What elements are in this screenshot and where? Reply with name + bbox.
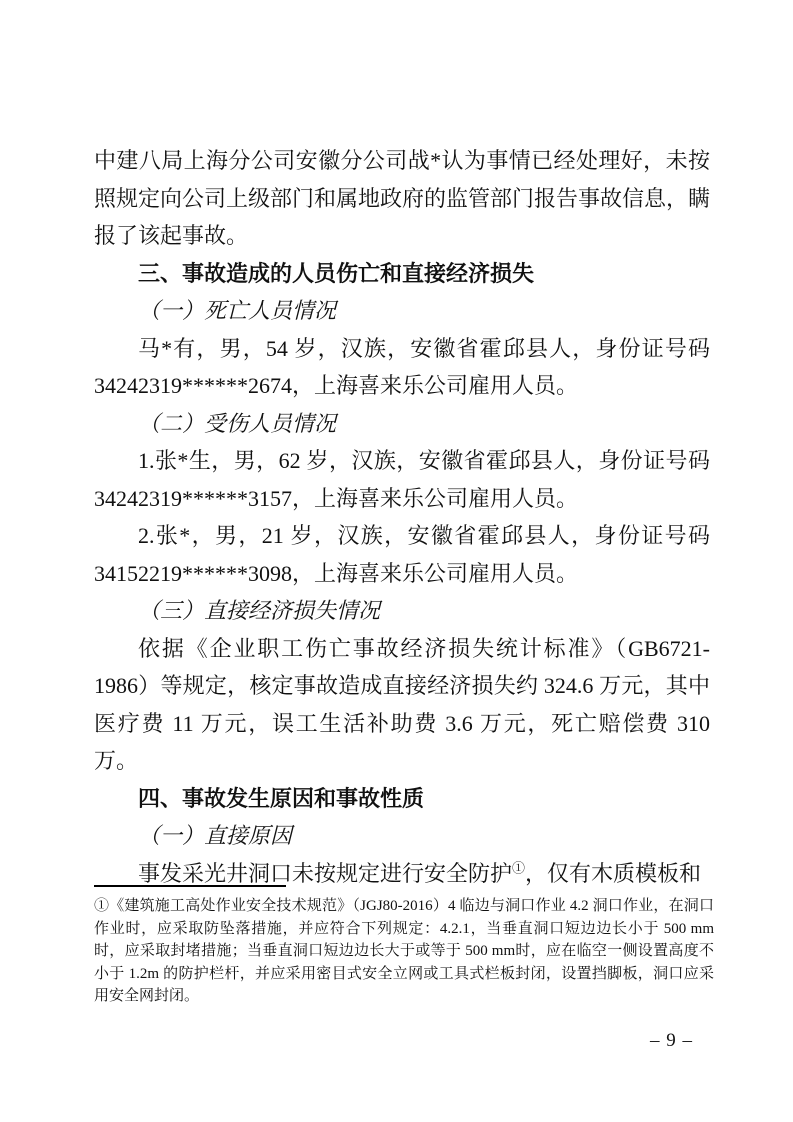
section-heading-4: 四、事故发生原因和事故性质 bbox=[138, 785, 425, 811]
paragraph-text: 事发采光井洞口未按规定进行安全防护 bbox=[138, 860, 513, 886]
paragraph-text: ，仅有木质模板和 bbox=[525, 860, 702, 886]
subsection-heading-3-economic-loss: （三）直接经济损失情况 bbox=[138, 598, 381, 623]
footnote-section bbox=[94, 885, 714, 1008]
section-heading-3: 三、事故造成的人员伤亡和直接经济损失 bbox=[138, 260, 535, 286]
subsection-heading-2-injured: （二）受伤人员情况 bbox=[138, 410, 337, 436]
document-body bbox=[94, 142, 710, 892]
subsection-heading-1-deaths: （一）死亡人员情况 bbox=[138, 298, 337, 323]
paragraph-continuation: 中建八局上海分公司安徽分公司战*认为事情已经处理好，未按照规定向公司上级部门和属地政府的监管部门报告事故信息，瞒报了该起事故。 bbox=[94, 148, 711, 248]
footnote-reference-mark: ① bbox=[512, 860, 526, 876]
page-number: – 9 – bbox=[650, 1030, 693, 1051]
paragraph-economic-loss: 依据《企业职工伤亡事故经济损失统计标准》（GB6721-1986）等规定，核定事故造成直接经济损失约 324.6 万元，其中医疗费 11 万元，误工生活补助费 3.6 万元，死亡赔偿费 310 万。 bbox=[94, 635, 710, 773]
paragraph-injured-person-1: 1.张*生，男，62 岁，汉族，安徽省霍邱县人，身份证号码34242319******3157，上海喜来乐公司雇用人员。 bbox=[94, 448, 710, 511]
paragraph-injured-person-2: 2.张*，男，21 岁，汉族，安徽省霍邱县人，身份证号码34152219******3098，上海喜来乐公司雇用人员。 bbox=[94, 523, 710, 586]
subsection-heading-1-direct-cause: （一）直接原因 bbox=[138, 823, 293, 848]
paragraph-deceased-person: 马*有，男，54 岁，汉族，安徽省霍邱县人，身份证号码34242319******2674，上海喜来乐公司雇用人员。 bbox=[94, 335, 710, 398]
footnote-separator-line bbox=[94, 885, 286, 887]
footnote-text: ①《建筑施工高处作业安全技术规范》（JGJ80-2016）4 临边与洞口作业 4.2 洞口作业，在洞口作业时，应采取防坠落措施，并应符合下列规定：4.2.1，当垂直洞口短边边长小于 500 mm时，应采取封堵措施；当垂直洞口短边边长大于或等于 500 mm时，应在临空一侧设置高度不小于 1.2m 的防护栏杆，并应采用密目式安全立网或工具式栏板封闭，设置挡脚板，洞口应采用安全网封闭。 bbox=[94, 898, 714, 1004]
